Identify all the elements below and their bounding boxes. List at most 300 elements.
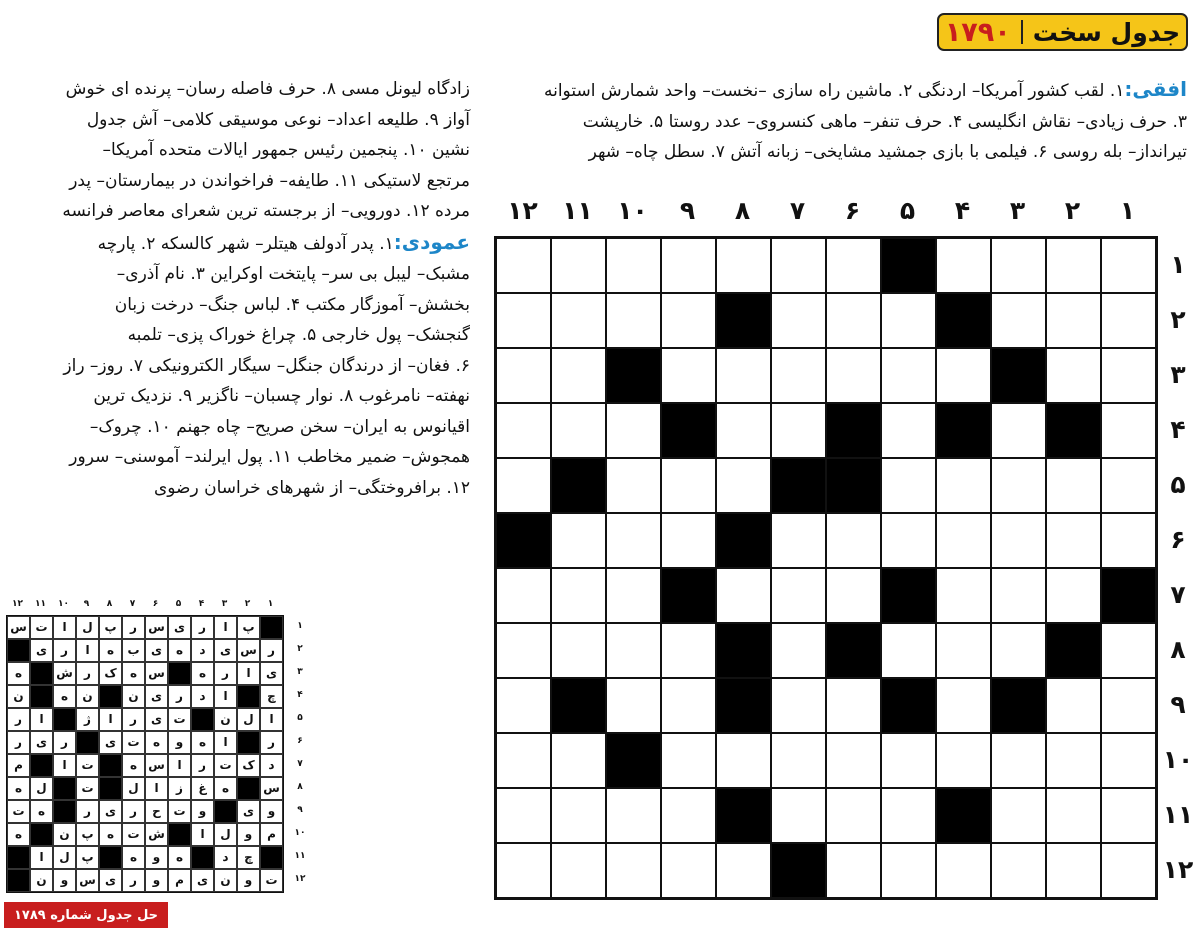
- solution-cell-black: [191, 708, 214, 731]
- grid-cell[interactable]: [826, 513, 881, 568]
- solution-cell-black: [53, 708, 76, 731]
- grid-cell[interactable]: [826, 348, 881, 403]
- solution-cell: ر: [122, 869, 145, 892]
- solution-cell: ه: [122, 754, 145, 777]
- solution-row-number: ۱۲: [294, 874, 306, 884]
- grid-cell-black: [551, 678, 606, 733]
- clue-line: ۳. حرف زیادی– نقاش انگلیسی ۴. حرف تنفر– ماهی کنسروی– عدد روستا ۵. خارپشت: [582, 111, 1187, 132]
- clue-line: مرتجع لاستیکی ۱۱. طایفه– فراخواندن در بیمارستان– پدر: [69, 170, 470, 191]
- solution-cell: ت: [260, 869, 283, 892]
- grid-cell[interactable]: [716, 458, 771, 513]
- solution-cell-black: [214, 800, 237, 823]
- solution-cell: ل: [30, 777, 53, 800]
- clue-line: اقیانوس به ایران– سخن صریح– چاه جهنم ۱۰. چروک–: [89, 416, 470, 437]
- grid-cell[interactable]: [1046, 678, 1101, 733]
- solution-cell: و: [237, 869, 260, 892]
- grid-cell[interactable]: [551, 403, 606, 458]
- grid-cell[interactable]: [771, 733, 826, 788]
- main-grid-row-numbers: [1160, 237, 1196, 897]
- solution-cell-black: [168, 823, 191, 846]
- solution-cell: ژ: [76, 708, 99, 731]
- solution-cell: ی: [191, 869, 214, 892]
- solution-cell: ه: [191, 662, 214, 685]
- grid-cell[interactable]: [496, 733, 551, 788]
- grid-cell[interactable]: [661, 348, 716, 403]
- row-number: ۸: [1170, 635, 1186, 664]
- solution-cell: س: [145, 754, 168, 777]
- solution-cell-black: [30, 823, 53, 846]
- grid-cell[interactable]: [496, 788, 551, 843]
- solution-row-number: ۲: [297, 644, 303, 654]
- solution-cell: ش: [145, 823, 168, 846]
- grid-cell[interactable]: [936, 678, 991, 733]
- grid-cell-black: [606, 348, 661, 403]
- grid-cell[interactable]: [1101, 403, 1156, 458]
- solution-cell-black: [99, 846, 122, 869]
- grid-cell[interactable]: [551, 513, 606, 568]
- column-number: ۱۰: [617, 196, 648, 225]
- solution-cell: ش: [53, 662, 76, 685]
- grid-cell[interactable]: [496, 238, 551, 293]
- solution-cell-black: [260, 846, 283, 869]
- solution-cell: ت: [168, 800, 191, 823]
- grid-cell[interactable]: [936, 458, 991, 513]
- row-number: ۵: [1170, 470, 1186, 499]
- solution-cell: ا: [53, 616, 76, 639]
- grid-cell[interactable]: [1046, 788, 1101, 843]
- row-number: ۶: [1170, 525, 1186, 554]
- clue-line: ۶. فغان– از درندگان جنگل– سیگار الکترونیکی ۷. روز– راز: [63, 355, 470, 376]
- solution-cell: ا: [30, 846, 53, 869]
- solution-cell: چ: [237, 846, 260, 869]
- grid-cell[interactable]: [661, 513, 716, 568]
- grid-cell[interactable]: [991, 238, 1046, 293]
- solution-cell: غ: [191, 777, 214, 800]
- solution-cell: ت: [7, 800, 30, 823]
- solution-cell-black: [30, 754, 53, 777]
- grid-cell[interactable]: [771, 238, 826, 293]
- clues-right-column: [492, 74, 1187, 168]
- solution-cell: ت: [76, 754, 99, 777]
- grid-cell[interactable]: [1101, 788, 1156, 843]
- grid-cell-black: [1046, 623, 1101, 678]
- grid-cell-black: [826, 403, 881, 458]
- solution-column-number: ۳: [221, 599, 228, 609]
- solution-cell-black: [99, 777, 122, 800]
- solution-cell: ک: [99, 662, 122, 685]
- grid-cell[interactable]: [606, 293, 661, 348]
- grid-cell[interactable]: [606, 678, 661, 733]
- clue-line: گنجشک– پول خارجی ۵. چراغ خوراک پزی– تلمبه: [127, 325, 470, 345]
- grid-cell[interactable]: [551, 733, 606, 788]
- solution-cell: ا: [53, 754, 76, 777]
- grid-cell[interactable]: [991, 458, 1046, 513]
- solution-cell: م: [168, 869, 191, 892]
- grid-cell[interactable]: [1101, 293, 1156, 348]
- grid-cell[interactable]: [826, 843, 881, 898]
- grid-cell[interactable]: [1046, 843, 1101, 898]
- solution-cell: د: [191, 685, 214, 708]
- solution-column-number: ۸: [106, 599, 113, 609]
- solution-cell: ب: [122, 639, 145, 662]
- solution-cell: پ: [76, 823, 99, 846]
- grid-cell[interactable]: [716, 733, 771, 788]
- grid-cell[interactable]: [771, 348, 826, 403]
- grid-cell[interactable]: [1046, 348, 1101, 403]
- grid-cell[interactable]: [661, 238, 716, 293]
- grid-cell[interactable]: [771, 403, 826, 458]
- solution-row-number: ۱: [297, 621, 303, 631]
- solution-cell: ل: [76, 616, 99, 639]
- grid-cell[interactable]: [771, 678, 826, 733]
- solution-row-number: ۸: [297, 782, 303, 792]
- grid-cell[interactable]: [1101, 513, 1156, 568]
- grid-cell[interactable]: [1046, 568, 1101, 623]
- grid-cell[interactable]: [881, 348, 936, 403]
- solution-cell: ن: [76, 685, 99, 708]
- row-number: ۴: [1170, 415, 1186, 444]
- solution-row-number: ۱۱: [294, 851, 306, 861]
- row-number: ۲: [1170, 305, 1186, 334]
- solution-cell: و: [237, 823, 260, 846]
- solution-cell: س: [145, 616, 168, 639]
- solution-cell: و: [260, 800, 283, 823]
- grid-cell[interactable]: [661, 733, 716, 788]
- solution-cell: ی: [145, 708, 168, 731]
- solution-cell: ل: [214, 823, 237, 846]
- grid-cell[interactable]: [716, 403, 771, 458]
- solution-cell: ی: [99, 869, 122, 892]
- solution-cell: و: [168, 731, 191, 754]
- grid-cell[interactable]: [716, 348, 771, 403]
- solution-cell: ت: [122, 823, 145, 846]
- solution-cell: د: [260, 754, 283, 777]
- grid-cell[interactable]: [826, 568, 881, 623]
- grid-cell[interactable]: [771, 513, 826, 568]
- grid-cell[interactable]: [1046, 458, 1101, 513]
- grid-cell[interactable]: [936, 733, 991, 788]
- down-heading: عمودی:: [393, 229, 470, 254]
- grid-cell[interactable]: [661, 293, 716, 348]
- grid-cell[interactable]: [1101, 458, 1156, 513]
- row-number: ۱۱: [1162, 800, 1194, 829]
- grid-cell[interactable]: [606, 568, 661, 623]
- grid-cell[interactable]: [826, 238, 881, 293]
- grid-cell[interactable]: [1101, 843, 1156, 898]
- solution-column-number: ۱۲: [12, 599, 23, 609]
- solution-row-number: ۷: [297, 759, 303, 769]
- solution-cell: ن: [53, 823, 76, 846]
- clue-line: مشبک– لیبل بی سر– پایتخت اوکراین ۳. نام آذری–: [116, 264, 470, 284]
- grid-cell[interactable]: [881, 458, 936, 513]
- solution-cell: ن: [122, 685, 145, 708]
- grid-cell[interactable]: [991, 293, 1046, 348]
- grid-cell[interactable]: [881, 403, 936, 458]
- grid-cell[interactable]: [826, 678, 881, 733]
- grid-cell-black: [716, 623, 771, 678]
- solution-cell: ر: [76, 662, 99, 685]
- grid-cell[interactable]: [771, 623, 826, 678]
- solution-cell: س: [260, 777, 283, 800]
- clue-line: مرده ۱۲. دورویی– از برجسته ترین شعرای معاصر فرانسه: [62, 201, 470, 221]
- clue-line: زادگاه لیونل مسی ۸. حرف فاصله رسان– پرنده ای خوش: [65, 79, 470, 99]
- solution-column-number: ۱: [267, 599, 274, 609]
- grid-cell[interactable]: [606, 238, 661, 293]
- solution-cell: ی: [260, 662, 283, 685]
- grid-cell[interactable]: [496, 293, 551, 348]
- grid-cell[interactable]: [716, 843, 771, 898]
- grid-cell[interactable]: [1046, 293, 1101, 348]
- grid-cell[interactable]: [1101, 623, 1156, 678]
- grid-cell[interactable]: [661, 458, 716, 513]
- solution-cell: د: [214, 846, 237, 869]
- grid-cell[interactable]: [551, 238, 606, 293]
- clues-left-column: [5, 74, 470, 503]
- grid-cell[interactable]: [661, 788, 716, 843]
- grid-cell-black: [1046, 403, 1101, 458]
- solution-cell: م: [7, 754, 30, 777]
- grid-cell[interactable]: [606, 513, 661, 568]
- solution-cell: ا: [260, 708, 283, 731]
- solution-row-number: ۵: [297, 713, 303, 723]
- solution-cell: و: [191, 800, 214, 823]
- solution-cell: ر: [76, 800, 99, 823]
- grid-cell-black: [771, 458, 826, 513]
- grid-cell[interactable]: [496, 458, 551, 513]
- solution-cell-black: [30, 685, 53, 708]
- grid-cell[interactable]: [881, 293, 936, 348]
- solution-cell-black: [168, 662, 191, 685]
- grid-cell[interactable]: [1101, 678, 1156, 733]
- grid-cell[interactable]: [991, 733, 1046, 788]
- solution-cell: ا: [30, 708, 53, 731]
- column-number: ۹: [679, 196, 696, 225]
- solution-cell: ا: [214, 685, 237, 708]
- solution-cell: ه: [191, 731, 214, 754]
- solution-cell-black: [237, 777, 260, 800]
- solution-column-number: ۷: [129, 599, 136, 609]
- grid-cell[interactable]: [936, 623, 991, 678]
- grid-cell[interactable]: [991, 568, 1046, 623]
- solution-cell: ه: [168, 846, 191, 869]
- grid-cell[interactable]: [881, 733, 936, 788]
- grid-cell[interactable]: [826, 733, 881, 788]
- solution-cell: و: [53, 869, 76, 892]
- grid-cell[interactable]: [496, 348, 551, 403]
- column-number: ۳: [1009, 196, 1026, 225]
- solution-cell-black: [7, 639, 30, 662]
- solution-cell-black: [7, 846, 30, 869]
- grid-cell[interactable]: [606, 788, 661, 843]
- solution-cell: ک: [237, 754, 260, 777]
- crossword-grid: [494, 236, 1158, 900]
- grid-cell[interactable]: [1046, 733, 1101, 788]
- across-heading: افقی:: [1124, 77, 1187, 101]
- solution-cell: ا: [214, 731, 237, 754]
- solution-column-number: ۴: [198, 599, 205, 609]
- grid-cell[interactable]: [551, 623, 606, 678]
- solution-cell: ت: [76, 777, 99, 800]
- solution-cell: ه: [7, 777, 30, 800]
- grid-cell[interactable]: [1046, 513, 1101, 568]
- solution-cell: ل: [237, 708, 260, 731]
- grid-cell[interactable]: [826, 293, 881, 348]
- grid-cell[interactable]: [991, 623, 1046, 678]
- solution-cell-black: [191, 846, 214, 869]
- grid-cell[interactable]: [881, 843, 936, 898]
- grid-cell-black: [551, 458, 606, 513]
- grid-cell[interactable]: [991, 403, 1046, 458]
- grid-cell[interactable]: [496, 403, 551, 458]
- grid-cell[interactable]: [771, 568, 826, 623]
- grid-cell[interactable]: [496, 568, 551, 623]
- grid-cell-black: [881, 238, 936, 293]
- title-divider: [1021, 20, 1023, 44]
- solution-column-number: ۹: [83, 599, 90, 609]
- grid-cell[interactable]: [606, 623, 661, 678]
- grid-cell-black: [606, 733, 661, 788]
- solution-cell: پ: [76, 846, 99, 869]
- column-number: ۲: [1064, 196, 1081, 225]
- solution-cell-black: [30, 662, 53, 685]
- solution-cell: ی: [99, 800, 122, 823]
- solution-cell: ر: [191, 616, 214, 639]
- solution-cell: س: [237, 639, 260, 662]
- grid-cell[interactable]: [551, 348, 606, 403]
- grid-cell[interactable]: [716, 238, 771, 293]
- grid-cell-black: [661, 568, 716, 623]
- solution-cell: س: [76, 869, 99, 892]
- solution-cell: ه: [7, 662, 30, 685]
- solution-cell: ی: [145, 685, 168, 708]
- solution-cell: ت: [168, 708, 191, 731]
- solution-row-numbers: [293, 615, 307, 891]
- clue-line: همجوش– ضمیر مخاطب ۱۱. پول ایرلند– آموسنی– سرور: [69, 447, 470, 467]
- grid-cell[interactable]: [826, 788, 881, 843]
- solution-cell: ت: [122, 731, 145, 754]
- grid-cell-black: [496, 513, 551, 568]
- solution-cell: ه: [122, 846, 145, 869]
- row-number: ۳: [1170, 360, 1186, 389]
- puzzle-title-banner: [937, 13, 1188, 51]
- solution-cell: ه: [30, 800, 53, 823]
- puzzle-number: ۱۷۹۰: [944, 16, 1011, 48]
- grid-cell[interactable]: [771, 788, 826, 843]
- solution-cell: ر: [53, 639, 76, 662]
- grid-cell[interactable]: [606, 403, 661, 458]
- grid-cell-black: [936, 403, 991, 458]
- grid-cell[interactable]: [551, 568, 606, 623]
- grid-cell[interactable]: [991, 788, 1046, 843]
- solution-cell: ی: [30, 639, 53, 662]
- solution-row-number: ۱۰: [294, 828, 306, 838]
- column-number: ۶: [844, 196, 861, 225]
- puzzle-title: جدول سخت: [1032, 17, 1181, 47]
- grid-cell[interactable]: [496, 843, 551, 898]
- grid-cell[interactable]: [606, 458, 661, 513]
- solution-cell: ا: [214, 616, 237, 639]
- grid-cell[interactable]: [1101, 238, 1156, 293]
- grid-cell[interactable]: [1046, 238, 1101, 293]
- grid-cell-black: [881, 568, 936, 623]
- grid-cell[interactable]: [881, 513, 936, 568]
- grid-cell[interactable]: [661, 678, 716, 733]
- grid-cell[interactable]: [771, 293, 826, 348]
- grid-cell[interactable]: [936, 513, 991, 568]
- clue-line: نشین ۱۰. پنجمین رئیس جمهور ایالات متحده آمریکا–: [102, 140, 470, 160]
- solution-cell: م: [260, 823, 283, 846]
- grid-cell-black: [936, 788, 991, 843]
- solution-cell: ر: [122, 616, 145, 639]
- solution-cell-black: [99, 754, 122, 777]
- solution-cell: پ: [237, 616, 260, 639]
- grid-cell[interactable]: [991, 843, 1046, 898]
- grid-cell[interactable]: [991, 513, 1046, 568]
- solution-cell-black: [53, 777, 76, 800]
- column-number: ۱۲: [507, 196, 538, 225]
- column-number: ۸: [734, 196, 751, 225]
- solution-cell: ا: [145, 777, 168, 800]
- grid-cell[interactable]: [936, 348, 991, 403]
- row-number: ۷: [1170, 580, 1186, 609]
- solution-cell: ه: [168, 639, 191, 662]
- clue-text: ۱. لقب کشور آمریکا– اردنگی ۲. ماشین راه سازی –نخست– واحد شمارش استوانه: [543, 81, 1125, 101]
- solution-cell-black: [76, 731, 99, 754]
- grid-cell-black: [991, 678, 1046, 733]
- grid-cell[interactable]: [551, 788, 606, 843]
- solution-cell-black: [7, 869, 30, 892]
- solution-cell: ز: [168, 777, 191, 800]
- grid-cell[interactable]: [551, 843, 606, 898]
- column-number: ۱۱: [562, 196, 593, 225]
- grid-cell-black: [1101, 568, 1156, 623]
- solution-cell: ن: [30, 869, 53, 892]
- grid-cell[interactable]: [1101, 348, 1156, 403]
- solution-cell-black: [53, 800, 76, 823]
- solution-cell-black: [99, 685, 122, 708]
- solution-cell: ی: [99, 731, 122, 754]
- grid-cell[interactable]: [936, 843, 991, 898]
- grid-cell[interactable]: [496, 623, 551, 678]
- column-number: ۱: [1119, 196, 1136, 225]
- grid-cell[interactable]: [716, 568, 771, 623]
- grid-cell-black: [716, 788, 771, 843]
- solution-cell: ر: [7, 731, 30, 754]
- grid-cell-black: [826, 623, 881, 678]
- grid-cell[interactable]: [936, 238, 991, 293]
- clue-line: [5, 227, 470, 260]
- grid-cell[interactable]: [496, 678, 551, 733]
- grid-cell[interactable]: [881, 788, 936, 843]
- row-number: ۱۰: [1162, 745, 1194, 774]
- solution-cell: ن: [214, 708, 237, 731]
- grid-cell[interactable]: [881, 623, 936, 678]
- grid-cell[interactable]: [606, 843, 661, 898]
- grid-cell[interactable]: [551, 293, 606, 348]
- grid-cell[interactable]: [661, 623, 716, 678]
- column-number: ۴: [954, 196, 971, 225]
- solution-row-number: ۳: [297, 667, 303, 677]
- solution-cell: و: [145, 846, 168, 869]
- solution-column-numbers: [6, 599, 282, 613]
- solution-cell: ه: [122, 662, 145, 685]
- solution-row-number: ۴: [297, 690, 303, 700]
- grid-cell[interactable]: [661, 843, 716, 898]
- solution-cell: ت: [214, 754, 237, 777]
- grid-cell[interactable]: [1101, 733, 1156, 788]
- solution-cell: چ: [260, 685, 283, 708]
- grid-cell[interactable]: [936, 568, 991, 623]
